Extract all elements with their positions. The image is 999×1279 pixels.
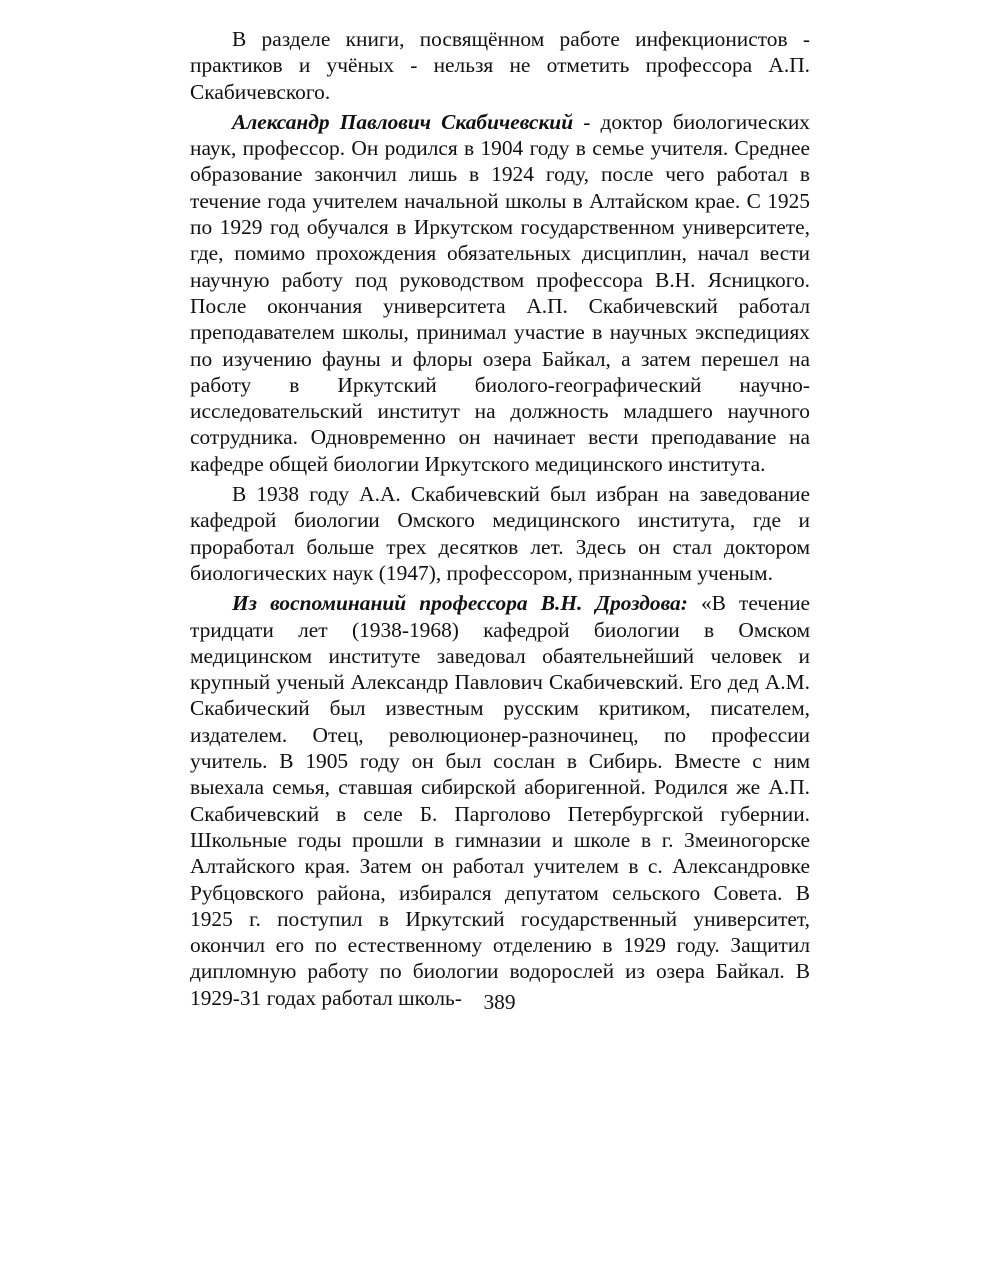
paragraph-biography xyxy=(190,109,810,477)
page-number: 389 xyxy=(483,990,516,1014)
paragraph-text: В 1938 году А.А. Скабичевский был избран на заведование кафедрой биологии Омского медицинского института, где и проработал больше трех десятков лет. Здесь он стал доктором биологических наук (1947), профессором, признанным ученым. xyxy=(190,482,810,585)
paragraph-text: - доктор биологических наук, профессор. Он родился в 1904 году в семье учителя. Среднее образование закончил лишь в 1924 году, после чего работал в течение года учителем начальной школы в Алтайском крае. С 1925 по 1929 год обучался в Иркутском государственном университете, где, помимо прохождения обязательных дисциплин, начал вести научную работу под руководством профессора В.Н. Ясницкого. После окончания университета А.П. Скабичевский работал преподавателем школы, принимал участие в научных экспедициях по изучению фауны и флоры озера Байкал, а затем перешел на работу в Иркутский биолого-географический научно-исследовательский институт на должность младшего научного сотрудника. Одновременно он начинает вести преподавание на кафедре общей биологии Иркутского медицинского института. xyxy=(190,109,810,476)
paragraph-text: «В течение тридцати лет (1938-1968) кафедрой биологии в Омском медицинском институте заведовал обаятельнейший человек и крупный ученый Александр Павлович Скабичевский. Его дед А.М. Скабический был известным русским критиком, писателем, издателем. Отец, революционер-разночинец, по профессии учитель. В 1905 году он был сослан в Сибирь. Вместе с ним выехала семья, ставшая сибирской аборигенной. Родился же А.П. Скабичевский в селе Б. Парголово Петербургской губернии. Школьные годы прошли в гимназии и школе в г. Змеиногорске Алтайского края. Затем он работал учителем в с. Александровке Рубцовского района, избирался депутатом сельского Совета. В 1925 г. поступил в Иркутский государственный университет, окончил его по естественному отделению в 1929 году. Защитил дипломную работу по биологии водорослей из озера Байкал. В 1929-31 годах работал школь- xyxy=(190,591,811,1010)
paragraph-lead: Из воспоминаний профессора В.Н. Дроздова: xyxy=(232,591,688,616)
paragraph-lead: Александр Павлович Скабичевский xyxy=(232,109,574,134)
page-body xyxy=(190,26,810,1015)
paragraph-memoir xyxy=(190,590,810,1011)
paragraph-intro xyxy=(190,26,810,105)
paragraph-omsk xyxy=(190,481,810,586)
paragraph-text: В разделе книги, посвящённом работе инфекционистов - практиков и учёных - нельзя не отметить профессора А.П. Скабичевского. xyxy=(190,27,810,104)
